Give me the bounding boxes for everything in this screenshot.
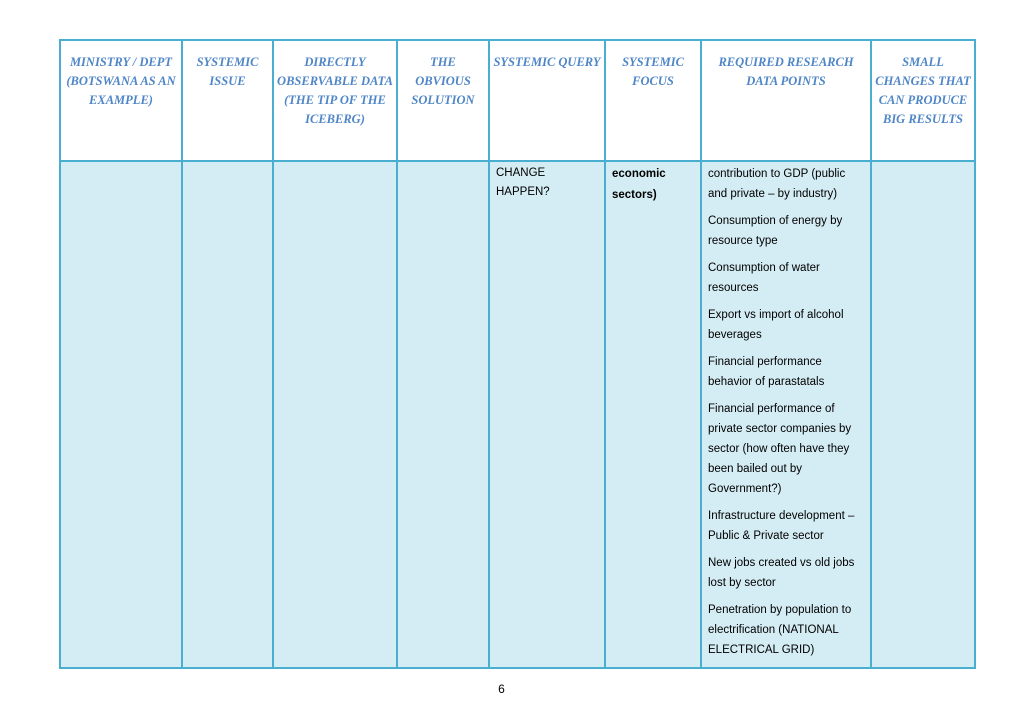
data-point-gdp-contribution: contribution to GDP (public and private – by industry) [708, 168, 846, 200]
data-point-electrification: Penetration by population to electrification (NATIONAL ELECTRICAL GRID) [708, 604, 852, 656]
data-point-water-consumption: Consumption of water resources [708, 262, 820, 294]
data-point-private-sector-performance: Financial performance of private sector companies by sector (how often have they been bailed out by Government?) [708, 403, 852, 495]
cell-small-changes [871, 161, 975, 668]
header-obvious-solution: THE OBVIOUS SOLUTION [397, 40, 489, 161]
cell-obvious-solution [397, 161, 489, 668]
cell-systemic-query: CHANGE HAPPEN? [489, 161, 605, 668]
data-point-energy-consumption: Consumption of energy by resource type [708, 215, 843, 247]
data-point-infrastructure-development: Infrastructure development – Public & Private sector [708, 510, 855, 542]
research-table [59, 39, 976, 669]
data-point-parastatal-performance: Financial performance behavior of parastatals [708, 356, 825, 388]
data-point-alcohol-trade: Export vs import of alcohol beverages [708, 309, 844, 341]
header-systemic-issue: SYSTEMIC ISSUE [182, 40, 273, 161]
header-research-data-points: REQUIRED RESEARCH DATA POINTS [701, 40, 871, 161]
header-row [60, 40, 975, 161]
header-systemic-focus: SYSTEMIC FOCUS [605, 40, 701, 161]
page-number: 6 [498, 682, 505, 696]
cell-research-data-points [701, 161, 871, 668]
header-ministry: MINISTRY / DEPT (BOTSWANA AS AN EXAMPLE) [60, 40, 182, 161]
cell-ministry [60, 161, 182, 668]
cell-systemic-focus: economic sectors) [605, 161, 701, 668]
table-row [60, 161, 975, 668]
header-observable-data: DIRECTLY OBSERVABLE DATA (THE TIP OF THE ICEBERG) [273, 40, 397, 161]
cell-observable-data [273, 161, 397, 668]
header-small-changes: SMALL CHANGES THAT CAN PRODUCE BIG RESULTS [871, 40, 975, 161]
header-systemic-query: SYSTEMIC QUERY [489, 40, 605, 161]
data-point-jobs-created-vs-lost: New jobs created vs old jobs lost by sector [708, 557, 855, 589]
cell-systemic-issue [182, 161, 273, 668]
